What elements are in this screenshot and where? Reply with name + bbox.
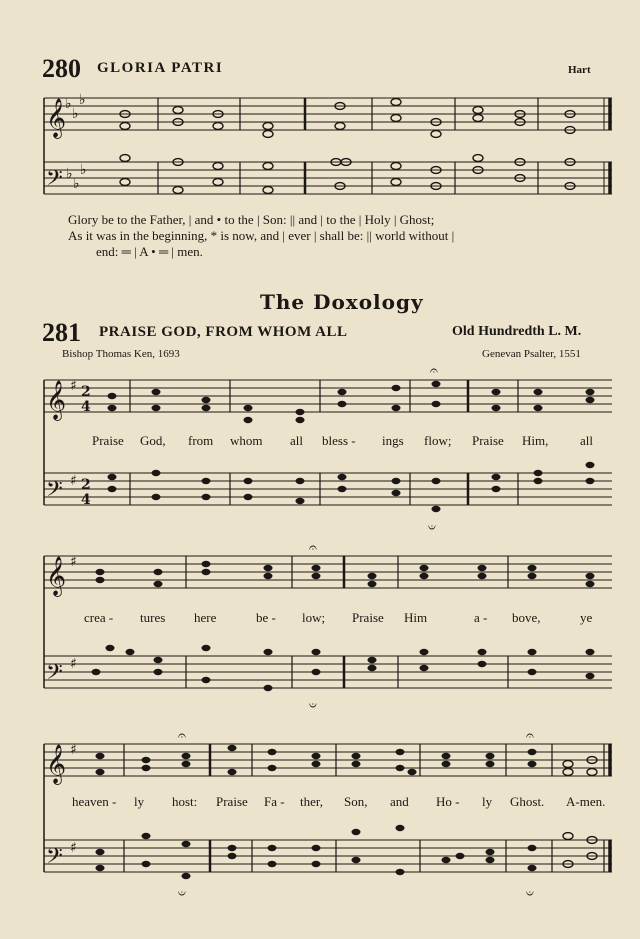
svg-text:♭: ♭: [79, 92, 86, 108]
lyric-word: a -: [474, 610, 488, 625]
svg-text:𝄐: 𝄐: [178, 728, 186, 744]
svg-text:♭: ♭: [72, 106, 79, 122]
svg-text:𝄑: 𝄑: [178, 886, 186, 902]
bass-clef-icon: 𝄢: [46, 844, 63, 874]
bass-clef-icon: 𝄢: [46, 166, 63, 196]
hymn-280-title: GLORIA PATRI: [97, 60, 224, 76]
hymn-281-number: 281: [42, 318, 81, 347]
svg-text:𝄐: 𝄐: [430, 363, 438, 379]
lyric-word: all: [580, 433, 593, 448]
lyric-word: crea -: [84, 610, 114, 625]
treble-clef-icon: 𝄞: [46, 744, 67, 784]
lyric-word: and: [390, 794, 409, 809]
bass-clef-icon: 𝄢: [46, 477, 63, 507]
lyric-word: Ghost.: [510, 794, 545, 809]
lyric-word: Him,: [522, 433, 549, 448]
lyric-word: Praise: [92, 433, 124, 448]
bass-clef-icon: 𝄢: [46, 660, 63, 690]
treble-clef-icon: 𝄞: [46, 380, 67, 420]
svg-text:♭: ♭: [73, 176, 80, 192]
hymn-281-source: Genevan Psalter, 1551: [482, 348, 581, 360]
lyric-word: Praise: [352, 610, 384, 625]
svg-text:♯: ♯: [70, 840, 77, 856]
lyric-row-1: [0, 433, 640, 451]
svg-text:𝄑: 𝄑: [428, 520, 436, 536]
svg-text:4: 4: [81, 492, 91, 508]
lyric-word: ther,: [300, 794, 323, 809]
lyric-word: Him: [404, 610, 428, 625]
lyric-word: host:: [172, 794, 198, 809]
svg-text:♯: ♯: [70, 473, 77, 489]
svg-text:2: 2: [81, 477, 91, 493]
lyric-word: A-men.: [566, 794, 606, 809]
lyric-word: Son,: [344, 794, 368, 809]
lyric-word: Ho -: [436, 794, 460, 809]
lyric-word: Praise: [216, 794, 248, 809]
svg-text:𝄐: 𝄐: [309, 540, 317, 556]
lyric-word: Praise: [472, 433, 504, 448]
svg-text:♭: ♭: [65, 96, 72, 112]
lyric-word: all: [290, 433, 303, 448]
lyric-word: heaven -: [72, 794, 117, 809]
lyric-word: low;: [302, 610, 326, 625]
svg-text:2: 2: [81, 384, 91, 400]
lyric-word: ly: [134, 794, 145, 809]
svg-text:♭: ♭: [66, 166, 73, 182]
lyric-word: bless -: [322, 433, 356, 448]
hymn-281-title: PRAISE GOD, FROM WHOM ALL: [99, 324, 348, 340]
section-title: The Doxology: [260, 290, 424, 314]
svg-text:𝄐: 𝄐: [526, 728, 534, 744]
treble-clef-icon: 𝄞: [46, 556, 67, 596]
lyric-word: Fa -: [264, 794, 285, 809]
svg-text:♯: ♯: [70, 742, 77, 758]
lyric-word: whom: [230, 433, 263, 448]
lyric-word: tures: [140, 610, 166, 625]
hymn-280-composer: Hart: [568, 64, 591, 76]
svg-text:♯: ♯: [70, 554, 77, 570]
lyric-line-3: end: ═ | A • ═ | men.: [96, 244, 203, 259]
lyric-row-3: [0, 794, 640, 812]
lyric-word: be -: [256, 610, 276, 625]
svg-text:♯: ♯: [70, 378, 77, 394]
lyric-line-2: As it was in the beginning, * is now, and | ever | shall be: || world without |: [68, 228, 455, 243]
lyric-row-2: [0, 610, 640, 628]
lyric-word: bove,: [512, 610, 541, 625]
lyric-word: ly: [482, 794, 493, 809]
lyric-word: ings: [382, 433, 404, 448]
lyric-word: from: [188, 433, 214, 448]
hymn-280-number: 280: [42, 54, 81, 83]
svg-text:♭: ♭: [80, 162, 87, 178]
hymn-281-author: Bishop Thomas Ken, 1693: [62, 348, 180, 360]
svg-text:𝄑: 𝄑: [526, 886, 534, 902]
lyric-word: flow;: [424, 433, 452, 448]
treble-clef-icon: 𝄞: [46, 98, 67, 138]
svg-text:4: 4: [81, 399, 91, 415]
svg-text:𝄑: 𝄑: [309, 698, 317, 714]
lyric-word: God,: [140, 433, 166, 448]
lyric-word: here: [194, 610, 217, 625]
svg-text:♯: ♯: [70, 656, 77, 672]
lyric-word: ye: [580, 610, 593, 625]
lyric-line-1: Glory be to the Father, | and • to the | Son: || and | to the | Holy | Ghost;: [68, 212, 435, 227]
hymn-281-tune: Old Hundredth L. M.: [452, 324, 582, 339]
